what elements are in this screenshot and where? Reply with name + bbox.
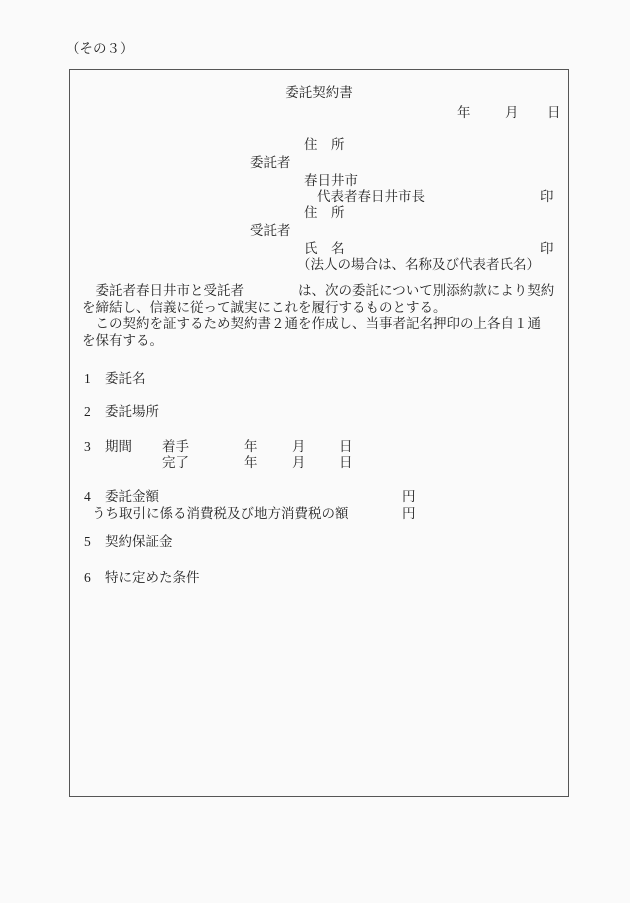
item-4-tax-line xyxy=(70,506,568,523)
item-3-number: 3 xyxy=(84,439,91,454)
contract-frame xyxy=(69,69,569,797)
item-3-completion-month-label: 月 xyxy=(292,455,306,470)
item-4-line xyxy=(70,489,568,506)
page-number-label: （その３） xyxy=(66,41,134,56)
item-1-label: 委託名 xyxy=(105,371,146,386)
item-5-number: 5 xyxy=(84,534,91,549)
consignee-address-line xyxy=(70,205,568,222)
item-6-line xyxy=(70,570,568,587)
item-3-start-label: 着手 xyxy=(162,439,189,454)
date-year-label: 年 xyxy=(457,105,471,120)
item-3-line xyxy=(70,439,568,456)
item-3-completion-line xyxy=(70,455,568,472)
item-3-completion-day-label: 日 xyxy=(339,455,353,470)
item-3-label: 期間 xyxy=(105,439,132,454)
body-paragraph-2-line-1-row xyxy=(70,316,568,333)
item-3-start-year-label: 年 xyxy=(244,439,258,454)
consignee-address-label: 住 所 xyxy=(304,205,345,220)
body-paragraph-1-line-2: を締結し、信義に従って誠実にこれを履行するものとする。 xyxy=(82,300,447,315)
corporate-note-line xyxy=(70,257,568,274)
consignor-address-line xyxy=(70,137,568,154)
consignee-name-label: 氏 名 xyxy=(304,241,345,256)
item-4-label: 委託金額 xyxy=(105,489,159,504)
consignee-seal-mark: 印 xyxy=(540,241,554,256)
title-line xyxy=(70,85,568,102)
item-6-label: 特に定めた条件 xyxy=(105,570,200,585)
body-paragraph-2-line-2-row xyxy=(70,333,568,350)
item-3-completion-label: 完了 xyxy=(162,455,189,470)
item-4-number: 4 xyxy=(84,489,91,504)
item-6-number: 6 xyxy=(84,570,91,585)
item-5-line xyxy=(70,534,568,551)
body-paragraph-1-line-1-row xyxy=(70,283,568,300)
item-4-tax-note: うち取引に係る消費税及び地方消費税の額 xyxy=(92,506,349,521)
item-4-tax-yen-label: 円 xyxy=(402,506,416,521)
item-3-start-day-label: 日 xyxy=(339,439,353,454)
consignor-representative: 代表者春日井市長 xyxy=(317,189,425,204)
consignee-name-line xyxy=(70,241,568,258)
consignor-name: 春日井市 xyxy=(304,173,358,188)
item-3-completion-year-label: 年 xyxy=(244,455,258,470)
consignor-representative-line xyxy=(70,189,568,206)
consignor-role-label: 委託者 xyxy=(250,155,291,170)
item-3-start-month-label: 月 xyxy=(292,439,306,454)
date-line xyxy=(70,105,568,122)
item-1-number: 1 xyxy=(84,371,91,386)
date-month-label: 月 xyxy=(505,105,519,120)
consignor-address-label: 住 所 xyxy=(304,137,345,152)
consignor-role-line xyxy=(70,155,568,172)
document-title: 委託契約書 xyxy=(285,85,353,100)
body-paragraph-2-line-2: を保有する。 xyxy=(82,333,163,348)
body-paragraph-2-line-1: この契約を証するため契約書２通を作成し、当事者記名押印の上各自１通 xyxy=(82,316,541,331)
corporate-name-note: （法人の場合は、名称及び代表者氏名） xyxy=(297,257,540,272)
item-2-label: 委託場所 xyxy=(105,404,159,419)
body-paragraph-1-line-2-row xyxy=(70,300,568,317)
item-2-line xyxy=(70,404,568,421)
date-day-label: 日 xyxy=(547,105,561,120)
item-1-line xyxy=(70,371,568,388)
item-5-label: 契約保証金 xyxy=(105,534,173,549)
item-4-yen-label: 円 xyxy=(402,489,416,504)
consignor-name-line xyxy=(70,173,568,190)
item-2-number: 2 xyxy=(84,404,91,419)
consignor-seal-mark: 印 xyxy=(540,189,554,204)
body-paragraph-1-line-1: 委託者春日井市と受託者 は、次の委託について別添約款により契約 xyxy=(82,283,555,298)
consignee-role-line xyxy=(70,223,568,240)
consignee-role-label: 受託者 xyxy=(250,223,291,238)
